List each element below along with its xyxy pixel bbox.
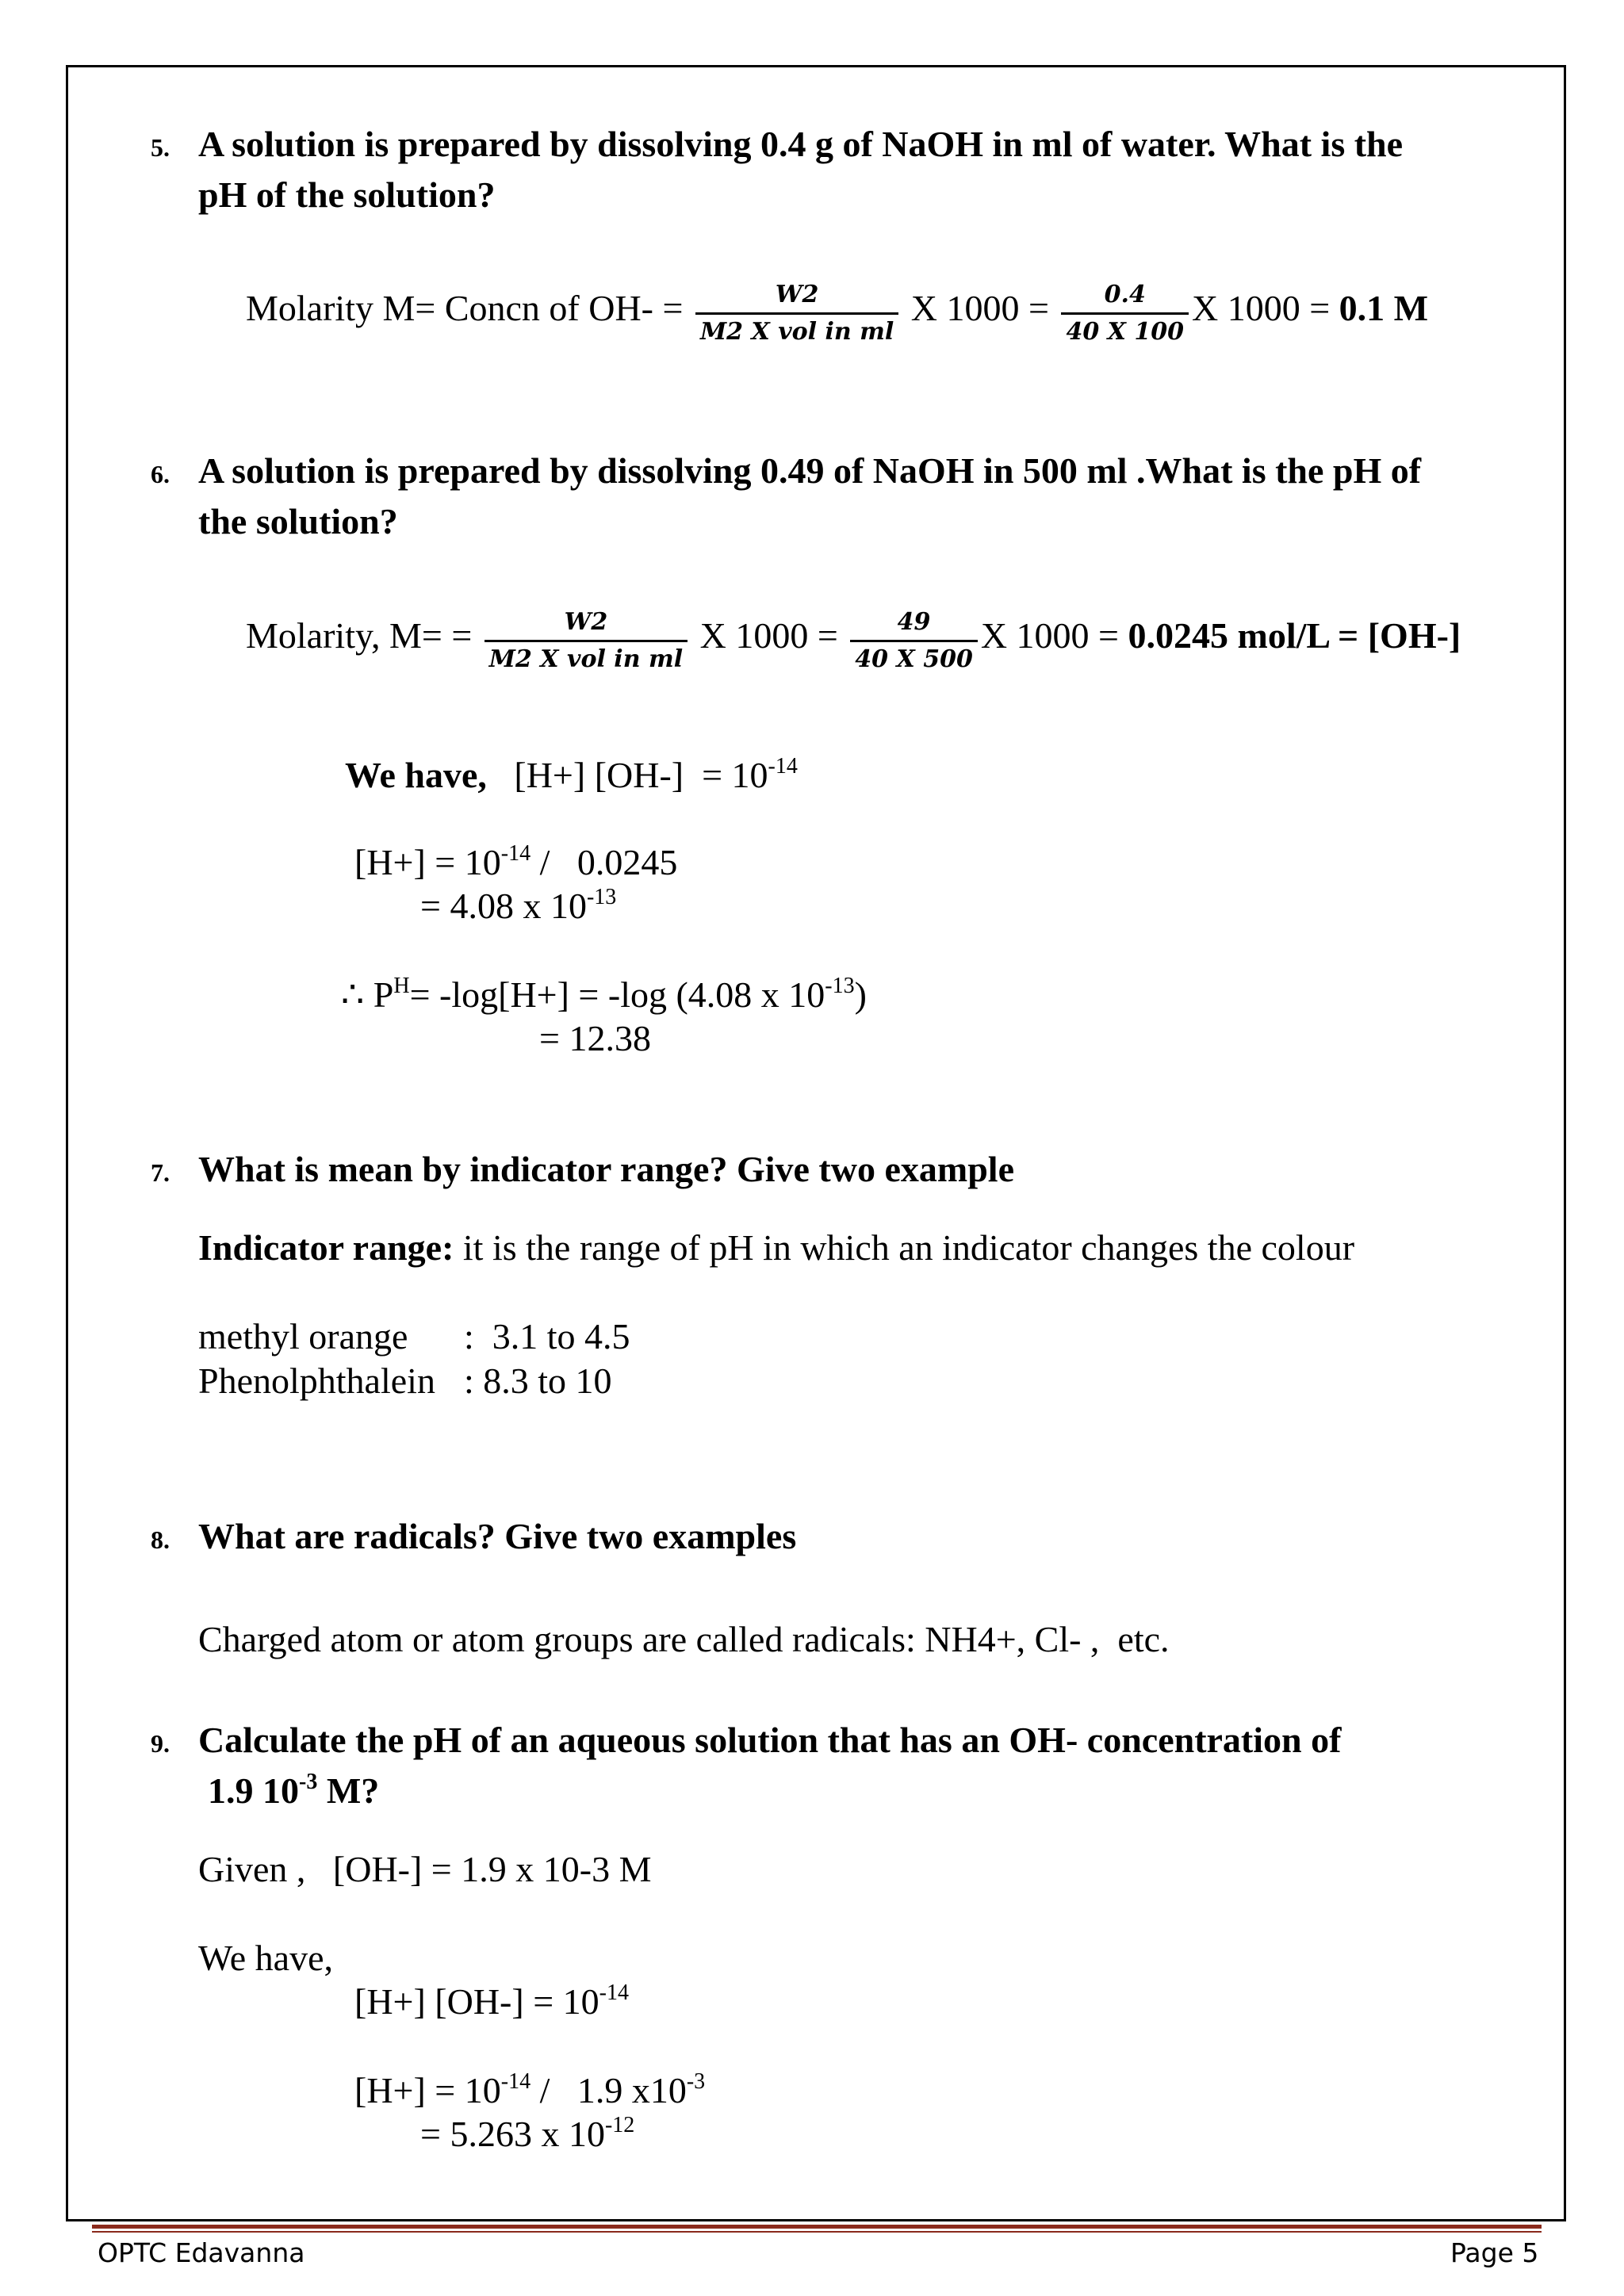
equation: Molarity M= Concn of OH- = $\frac{W2}{\text{M2 X vol in ml}}$ X 1000 = $\frac{0.4}{40 X 100}$ X 1000 = 0.1 M (246, 281, 1429, 346)
step-line: = 4.08 x $10^{-13}$ (420, 885, 617, 926)
question-number: 9. (151, 1729, 170, 1758)
question-text: Calculate the pH of an aqueous solution that has an OH- concentration of (198, 1720, 1342, 1760)
fraction: $\frac{W2}{\text{M2 X vol in ml}}$ (485, 608, 688, 674)
footer-rule (92, 2225, 1542, 2229)
given: Given , [OH-] = 1.9 x 10-3 M (198, 1849, 652, 1889)
equation: Molarity, M= = $\frac{W2}{\text{M2 X vol in ml}}$ X 1000 = $\frac{49}{40 X 500}$ X 1000 = 0.0245 mol/L = [OH-] (246, 608, 1461, 673)
question-text: 1.9 $10^{-3}$ M? (208, 1770, 380, 1811)
question-text: A solution is prepared by dissolving 0.4 g of NaOH in ml of water. What is the (198, 124, 1404, 164)
question-text: A solution is prepared by dissolving 0.49 of NaOH in 500 ml .What is the pH of (198, 450, 1422, 491)
definition: Indicator range: it is the range of pH in which an indicator changes the colour (198, 1227, 1355, 1268)
step-line: ∴ $P^H= -\log[H+] = -\log$ (4.08 x $10^{-13}$) (341, 974, 867, 1015)
example-value: : 8.3 to 10 (464, 1360, 612, 1401)
example-name: Phenolphthalein (198, 1360, 435, 1401)
footer-rule (92, 2231, 1542, 2233)
result: 0.0245 mol/L = [OH-] (1128, 615, 1461, 656)
example-name: methyl orange (198, 1316, 408, 1357)
page-border (66, 65, 1566, 2221)
page-number: Page 5 (1450, 2237, 1539, 2268)
step-line: We have, [H+] $[OH-] = 10^{-14}$ (345, 754, 798, 795)
question-text: What is mean by indicator range? Give two example (198, 1149, 1014, 1189)
result: 0.1 M (1339, 288, 1429, 329)
answer: Charged atom or atom groups are called radicals: NH4+, Cl- , etc. (198, 1619, 1170, 1659)
example-value: : 3.1 to 4.5 (464, 1316, 630, 1357)
question-number: 7. (151, 1158, 170, 1187)
question-text: pH of the solution? (198, 174, 496, 215)
step-line: [H+] $[OH-] = 10^{-14}$ (354, 1980, 629, 2022)
question-number: 6. (151, 460, 170, 488)
question-text: What are radicals? Give two examples (198, 1516, 797, 1556)
question-number: 5. (151, 133, 170, 162)
question-text: the solution? (198, 501, 398, 541)
step-line: = 5.263 x $10^{-12}$ (420, 2113, 635, 2154)
fraction: $\frac{0.4}{40 X 100}$ (1061, 281, 1189, 346)
fraction: $\frac{49}{40 X 500}$ (850, 608, 978, 674)
question-number: 8. (151, 1525, 170, 1554)
footer-left: OPTC Edavanna (98, 2237, 305, 2268)
fraction: $\frac{W2}{\text{M2 X vol in ml}}$ (695, 281, 898, 346)
step-line: $[H+] = 10^{-14} / 0.0245$ (354, 841, 678, 882)
result: = 12.38 (539, 1018, 651, 1058)
step-line: $[H+] = 10^{-14} / 1.9$ $x10^{-3}$ (354, 2069, 706, 2110)
step-line: We have, (198, 1938, 333, 1978)
